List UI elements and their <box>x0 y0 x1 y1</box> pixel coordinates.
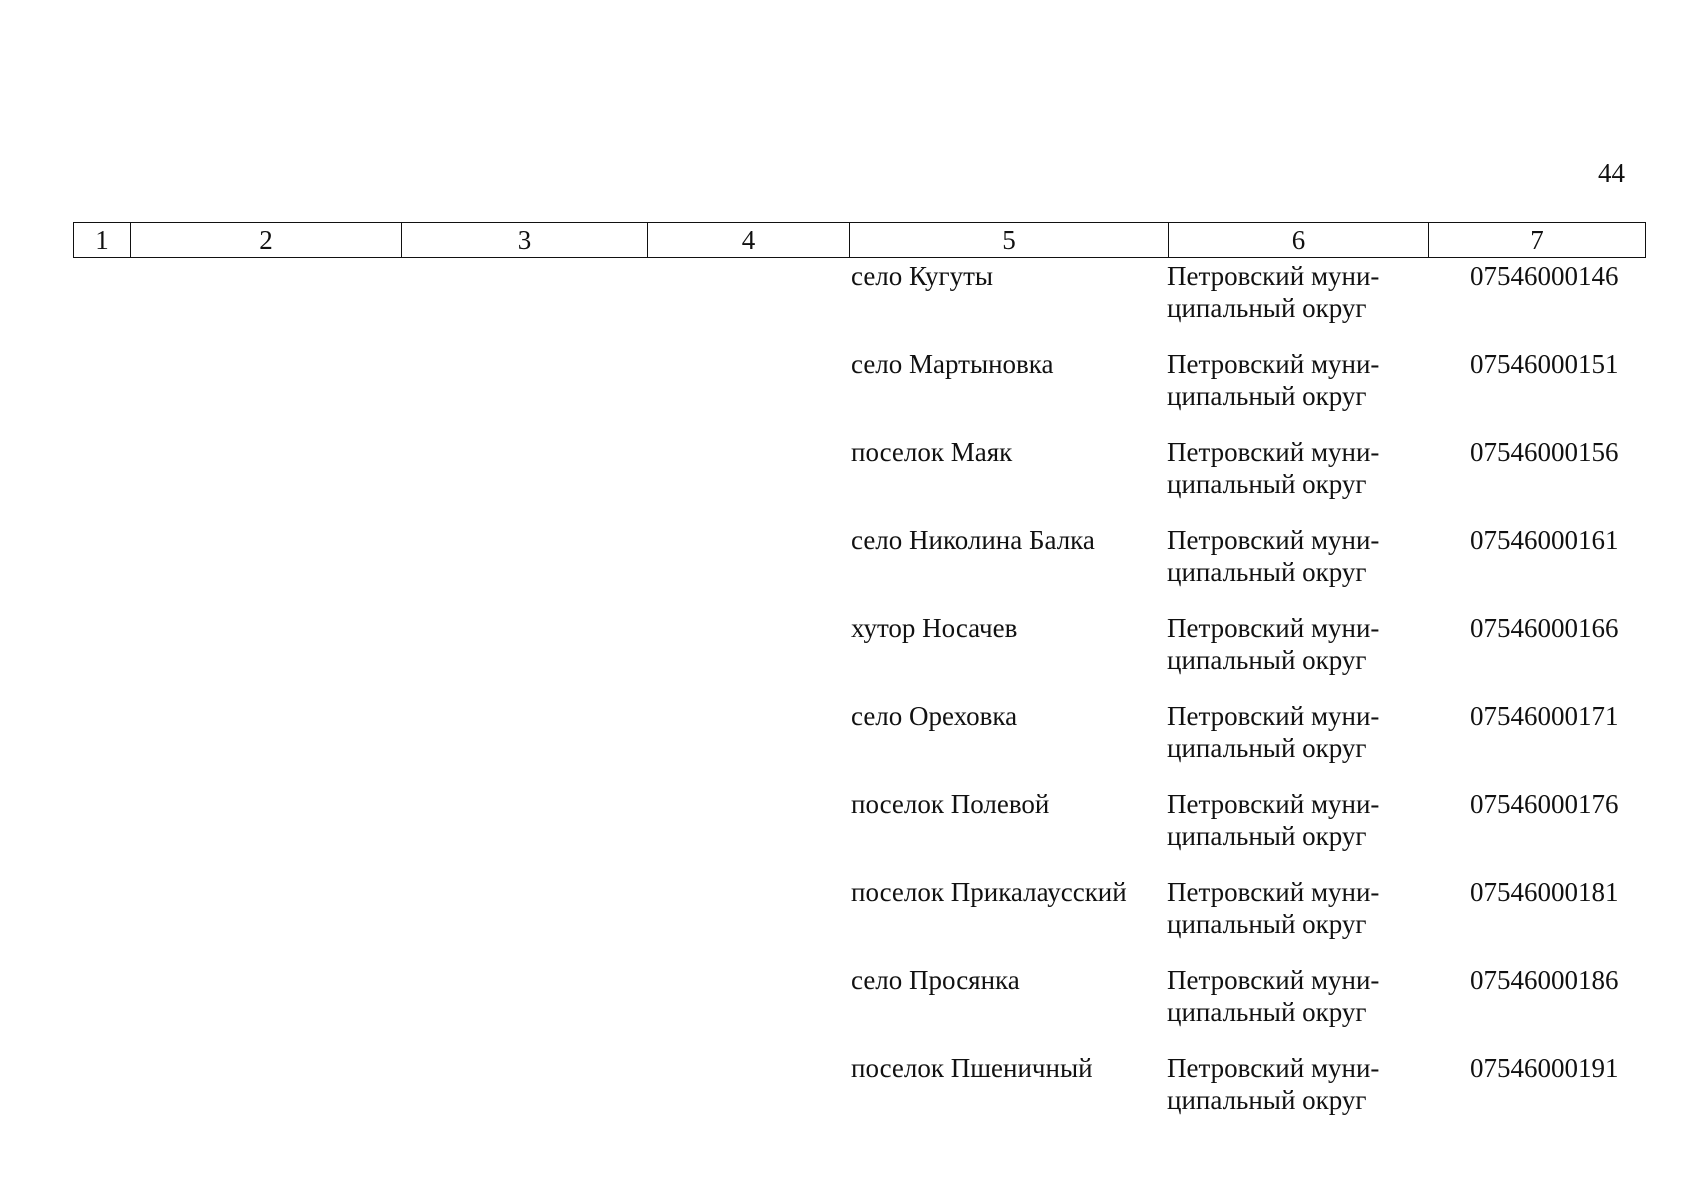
settlement-name: хутор Носачев <box>851 613 1018 643</box>
municipality-name <box>1167 612 1417 676</box>
header-cell-7: 7 <box>1429 223 1646 258</box>
header-cell-4: 4 <box>648 223 850 258</box>
municipality-line-2: ципальный округ <box>1167 821 1367 851</box>
municipality-name <box>1167 964 1417 1028</box>
municipality-line-2: ципальный округ <box>1167 469 1367 499</box>
municipality-name <box>1167 700 1417 764</box>
municipality-line-2: ципальный округ <box>1167 557 1367 587</box>
municipality-name <box>1167 436 1417 500</box>
oktmo-code: 07546000156 <box>1470 437 1619 467</box>
municipality-name <box>1167 1052 1417 1116</box>
header-cell-2: 2 <box>131 223 402 258</box>
settlement-name: поселок Пшеничный <box>851 1053 1093 1083</box>
municipality-line-2: ципальный округ <box>1167 381 1367 411</box>
oktmo-code: 07546000176 <box>1470 789 1619 819</box>
oktmo-code: 07546000181 <box>1470 877 1619 907</box>
municipality-line-2: ципальный округ <box>1167 733 1367 763</box>
municipality-name <box>1167 260 1417 324</box>
municipality-line-1: Петровский муни- <box>1167 437 1380 467</box>
table-row <box>0 876 1691 956</box>
oktmo-code: 07546000166 <box>1470 613 1619 643</box>
municipality-line-1: Петровский муни- <box>1167 349 1380 379</box>
municipality-line-1: Петровский муни- <box>1167 789 1380 819</box>
settlement-name: село Мартыновка <box>851 349 1054 379</box>
oktmo-code: 07546000161 <box>1470 525 1619 555</box>
settlement-name: село Просянка <box>851 965 1020 995</box>
settlement-name: село Кугуты <box>851 261 994 291</box>
municipality-name <box>1167 524 1417 588</box>
municipality-line-1: Петровский муни- <box>1167 877 1380 907</box>
municipality-line-1: Петровский муни- <box>1167 701 1380 731</box>
header-cell-1: 1 <box>74 223 131 258</box>
municipality-line-2: ципальный округ <box>1167 293 1367 323</box>
table-row <box>0 1052 1691 1132</box>
municipality-line-2: ципальный округ <box>1167 997 1367 1027</box>
settlement-name: поселок Прикалаусский <box>851 877 1127 907</box>
municipality-line-1: Петровский муни- <box>1167 613 1380 643</box>
header-row <box>74 223 1646 258</box>
settlement-name: село Ореховка <box>851 701 1018 731</box>
table-row <box>0 260 1691 340</box>
municipality-line-1: Петровский муни- <box>1167 1053 1380 1083</box>
table-row <box>0 436 1691 516</box>
municipality-name <box>1167 788 1417 852</box>
page-number: 44 <box>1598 158 1625 188</box>
oktmo-code: 07546000171 <box>1470 701 1619 731</box>
settlement-name: поселок Маяк <box>851 437 1013 467</box>
municipality-line-2: ципальный округ <box>1167 909 1367 939</box>
header-cell-3: 3 <box>402 223 648 258</box>
oktmo-code: 07546000146 <box>1470 261 1619 291</box>
settlement-name: поселок Полевой <box>851 789 1050 819</box>
table-row <box>0 964 1691 1044</box>
municipality-name <box>1167 876 1417 940</box>
header-cell-5: 5 <box>850 223 1169 258</box>
settlement-name: село Николина Балка <box>851 525 1095 555</box>
header-cell-6: 6 <box>1169 223 1429 258</box>
table-row <box>0 348 1691 428</box>
oktmo-code: 07546000151 <box>1470 349 1619 379</box>
table-row <box>0 788 1691 868</box>
municipality-line-2: ципальный округ <box>1167 1085 1367 1115</box>
municipality-line-1: Петровский муни- <box>1167 261 1380 291</box>
oktmo-code: 07546000186 <box>1470 965 1619 995</box>
municipality-name <box>1167 348 1417 412</box>
column-number-header <box>73 222 1646 258</box>
municipality-line-1: Петровский муни- <box>1167 965 1380 995</box>
oktmo-code: 07546000191 <box>1470 1053 1619 1083</box>
municipality-line-2: ципальный округ <box>1167 645 1367 675</box>
municipality-line-1: Петровский муни- <box>1167 525 1380 555</box>
table-row <box>0 524 1691 604</box>
table-row <box>0 700 1691 780</box>
table-row <box>0 612 1691 692</box>
